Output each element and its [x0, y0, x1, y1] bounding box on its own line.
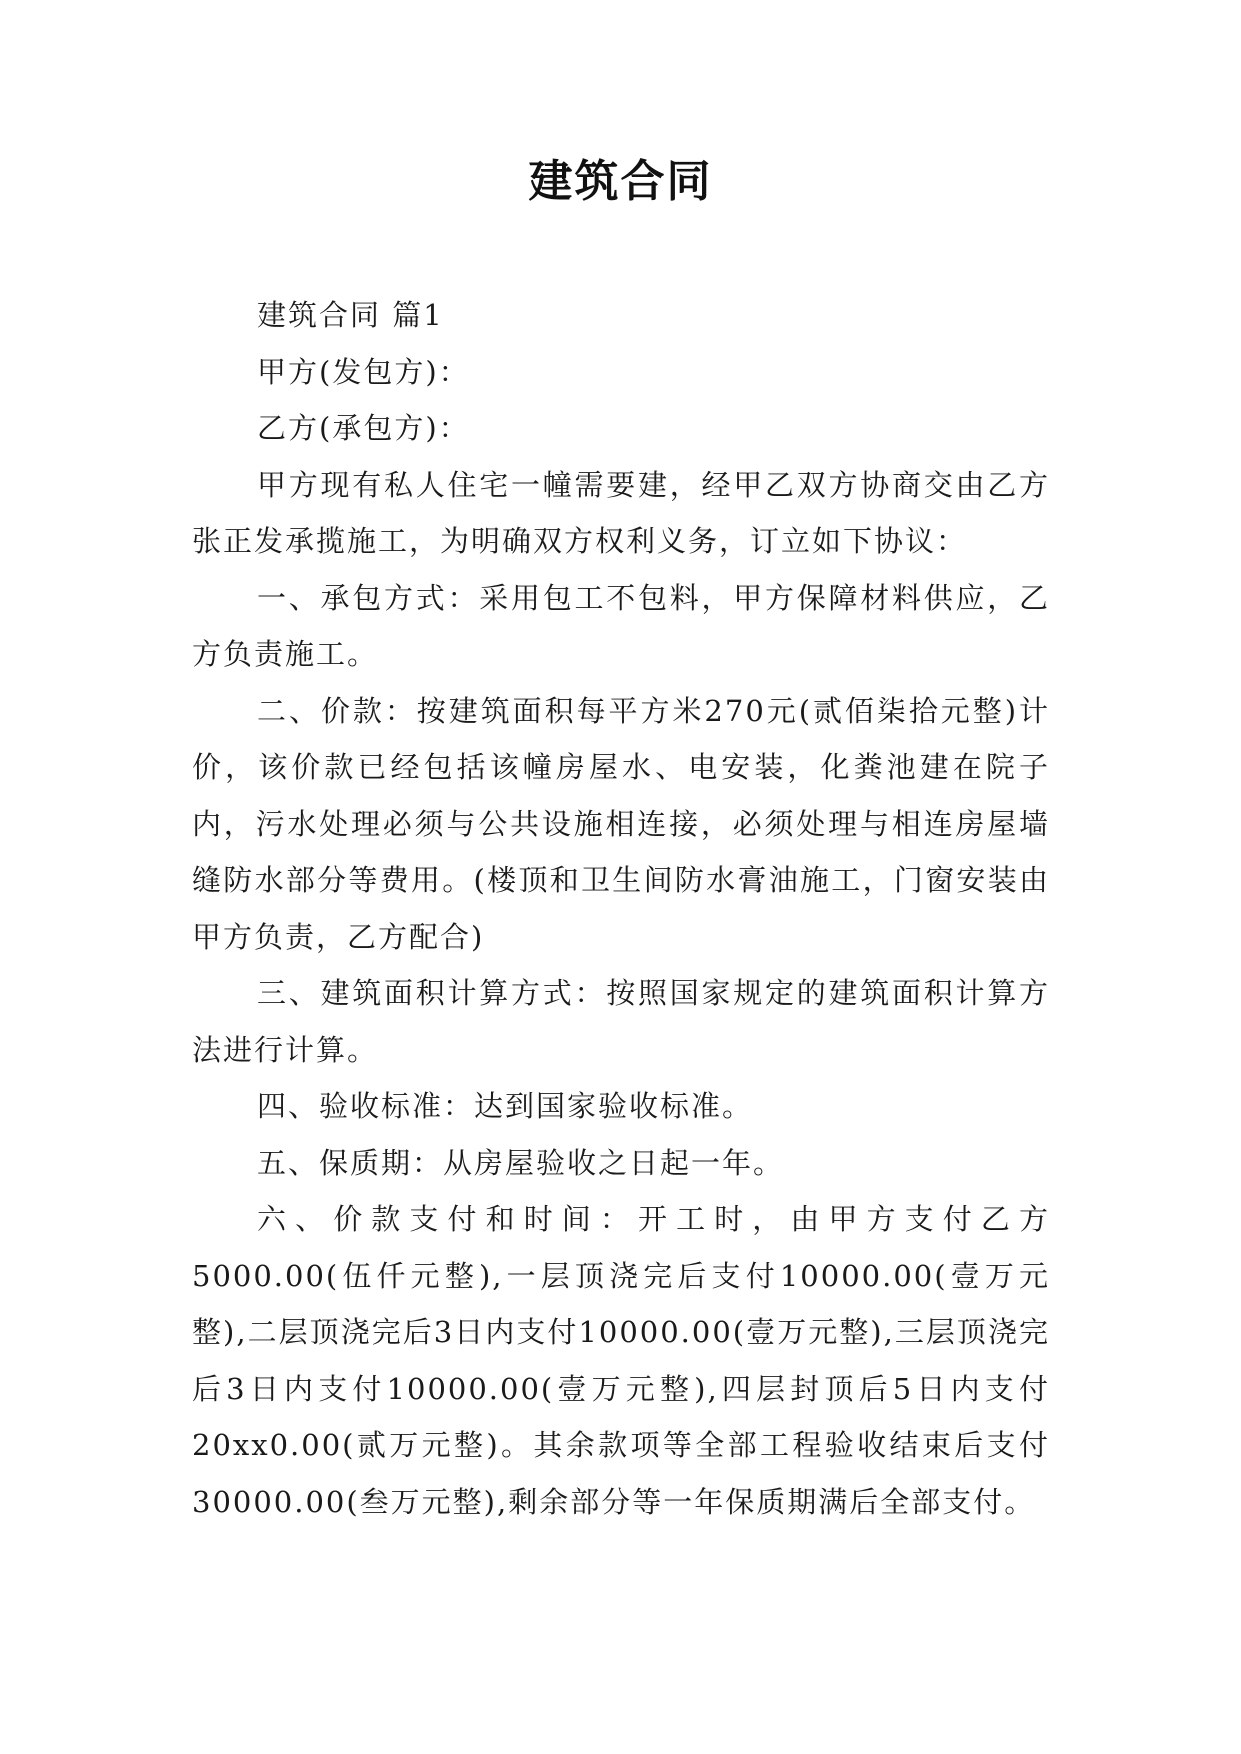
clause-payment-schedule: 六、价款支付和时间：开工时，由甲方支付乙方5000.00(伍仟元整),一层顶浇完后支付10000.00(壹万元整),二层顶浇完后3日内支付10000.00(壹万元整),三层顶浇完后3日内支付10000.00(壹万元整),四层封顶后5日内支付20xx0.00(贰万元整)。其余款项等全部工程验收结束后支付30000.00(叁万元整),剩余部分等一年保质期满后全部支付。 — [192, 1202, 1050, 1519]
clause-warranty: 五、保质期：从房屋验收之日起一年。 — [257, 1145, 785, 1180]
party-a-line: 甲方(发包方)： — [257, 354, 470, 389]
party-b-line: 乙方(承包方)： — [257, 411, 470, 445]
document-title: 建筑合同 — [528, 156, 713, 207]
clause-contract-method: 一、承包方式：采用包工不包料，甲方保障材料供应，乙方负责施工。 — [192, 580, 1050, 671]
document-body — [192, 287, 1050, 1530]
section-heading: 建筑合同 篇1 — [257, 298, 444, 332]
intro-paragraph: 甲方现有私人住宅一幢需要建，经甲乙双方协商交由乙方张正发承揽施工，为明确双方权利义务，订立如下协议： — [192, 467, 1050, 558]
clause-price: 二、价款：按建筑面积每平方米270元(贰佰柒拾元整)计价，该价款已经包括该幢房屋水、电安装，化粪池建在院子内，污水处理必须与公共设施相连接，必须处理与相连房屋墙缝防水部分等费用。(楼顶和卫生间防水膏油施工，门窗安装由甲方负责，乙方配合) — [192, 693, 1050, 954]
clause-acceptance-standard: 四、验收标准：达到国家验收标准。 — [257, 1089, 754, 1123]
clause-area-calculation: 三、建筑面积计算方式：按照国家规定的建筑面积计算方法进行计算。 — [192, 976, 1050, 1067]
